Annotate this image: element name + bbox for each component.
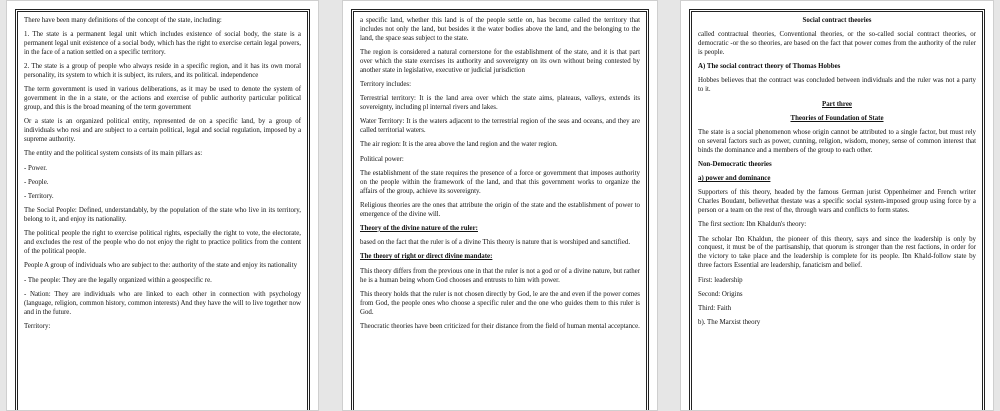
paragraph: This theory holds that the ruler is not chosen directly by God, le are the and even if the power comes from God, the people ones who choose a specific ruler and the one who guides them to this ruler is God. (360, 290, 640, 316)
paragraph: The term government is used in various deliberations, as it may be used to denote the system of government in the in a state, or the actions and exercise of public authority particular political group, and this is the broad meaning of the term government (24, 86, 301, 112)
paragraph: People A group of individuals who are subject to the: authority of the state and enjoy its nationality (24, 262, 298, 270)
paragraph: The Social People: Defined, understandably, by the population of the state who live in its territory, belong to it, and enjoy its nationality. (24, 207, 301, 224)
list-item: - Power. (24, 164, 47, 172)
paragraph: Theocratic theories have been criticized for their distance from the field of human mental acceptance. (360, 322, 640, 330)
list-item: b). The Marxist theory (698, 319, 761, 327)
paragraph: based on the fact that the ruler is of a divine This theory is nature that is worshiped and sanctified. (360, 239, 631, 247)
paragraph: The first section: Ibn Khaldun's theory: (698, 221, 807, 229)
list-item: First: leadership (698, 276, 743, 284)
section-heading: Theory of the divine nature of the ruler: (360, 224, 478, 232)
paragraph: This theory differs from the previous one in that the ruler is not a god or of a divine nature, but rather he is a human being whom God chooses and entrusts to him with power. (360, 267, 640, 284)
list-item: Third: Faith (698, 304, 732, 312)
paragraph: Hobbes believes that the contract was concluded between individuals and the ruler was not a party to it. (698, 77, 976, 94)
page-3-content (698, 17, 976, 333)
paragraph: called contractual theories, Conventional theories, or the so-called social contract theories, or democratic -or the so theories, are based on the fact that power comes from the authority of the ruler is people. (698, 31, 976, 57)
paragraph: Terrestrial territory: It is the land area over which the state aims, plateaus, valleys, extends its sovereignty, including pl internal rivers and lakes. (360, 95, 640, 112)
paragraph: Political power: (360, 155, 404, 163)
paragraph: 2. The state is a group of people who always reside in a specific region, and it has its own moral personality, its system to which it is subject, its rulers, and its political. independence (24, 63, 301, 80)
paragraph: There have been many definitions of the concept of the state, including: (24, 17, 222, 24)
part-subheading: Theories of Foundation of State (790, 114, 884, 122)
paragraph: - Nation: They are individuals who are linked to each other in connection with psychology (language, religion, common history, common interests) And they have the will to live together now and in the future. (24, 290, 301, 316)
paragraph: The establishment of the state requires the presence of a force or government that imposes authority on the people within the framework of the land, and that this government works to organize the affairs of the group, achieve its sovereignty. (360, 169, 640, 195)
document-page-3 (680, 0, 994, 411)
paragraph: Water Territory: It is the waters adjacent to the terrestrial region of the seas and oceans, and they are called territorial waters. (360, 118, 640, 135)
paragraph: The region is considered a natural cornerstone for the establishment of the state, and it is that part over which the state exercises its authority and sovereignty on its own without being contested by another state in legislative, executive or judicial jurisdiction (360, 49, 640, 74)
paragraph: Supporters of this theory, headed by the famous German jurist Oppenheimer and French writer Charles Boudant, believethat thestate was a specific social system-imposed group using force by a person or a team on the rest of the, through wars and conflicts to form states. (698, 189, 976, 215)
list-item: - Territory. (24, 192, 54, 200)
paragraph: 1. The state is a permanent legal unit which includes existence of social body, the state is a permanent legal unit existence of a social body, which has the right to exercise certain legal powers, in the face of a nation settled on a specific territory. (24, 31, 301, 57)
paragraph: The entity and the political system consists of its main pillars as: (24, 150, 203, 158)
page-2-content (360, 17, 640, 337)
list-item: Second: Origins (698, 290, 743, 298)
document-page-1 (6, 0, 319, 411)
paragraph: Territory: (24, 322, 51, 330)
paragraph: Or a state is an organized political entity, represented de on a specific land, by a group of individuals who resi and are subject to a certain political, legal and social regulation, imposed by a supreme authority. (24, 118, 301, 144)
page-title: Social contract theories (802, 17, 872, 24)
paragraph: The scholar Ibn Khaldun, the pioneer of this theory, says and since the leadership is only by conquest, it must be of the partisanship, that quorum is stronger than the rest factions, in order for the victory to take place and the leadership is complete for its people. Ibn Khald-follow state by three factors Essential are leadership, fanaticism and belief. (698, 235, 976, 270)
paragraph: Territory includes: (360, 81, 411, 89)
paragraph: - The people: They are the legally organized within a geospecific re. (24, 276, 212, 284)
section-heading: a) power and dominance (698, 175, 771, 183)
section-heading: A) The social contract theory of Thomas Hobbes (698, 63, 841, 71)
document-page-2 (342, 0, 658, 411)
paragraph: The air region: It is the area above the land region and the water region. (360, 141, 558, 149)
paragraph: The state is a social phenomenon whose origin cannot be attributed to a single factor, but must rely on several factors such as power, cunning, religion, wisdom, money, sense of common interest that binds the dominance and a members of the group to each other. (698, 128, 976, 154)
paragraph: Religious theories are the ones that attribute the origin of the state and the establishment of power to emergence of the divine will. (360, 201, 640, 218)
paragraph: The political people the right to exercise political rights, especially the right to vote, the electorate, and excludes the rest of the people who do not enjoy the right to practice politics from the content of the political people. (24, 230, 301, 256)
page-1-content (24, 17, 301, 337)
section-heading: The theory of right or direct divine mandate: (360, 253, 493, 261)
paragraph: a specific land, whether this land is of the people settle on, has become called the territory that includes not only the land, but besides it the water bodies above the land, and the belonging to the land, the space seas subject to the state. (360, 17, 640, 42)
part-heading: Part three (822, 100, 852, 108)
section-heading: Non-Democratic theories (698, 160, 772, 168)
list-item: - People. (24, 178, 49, 186)
